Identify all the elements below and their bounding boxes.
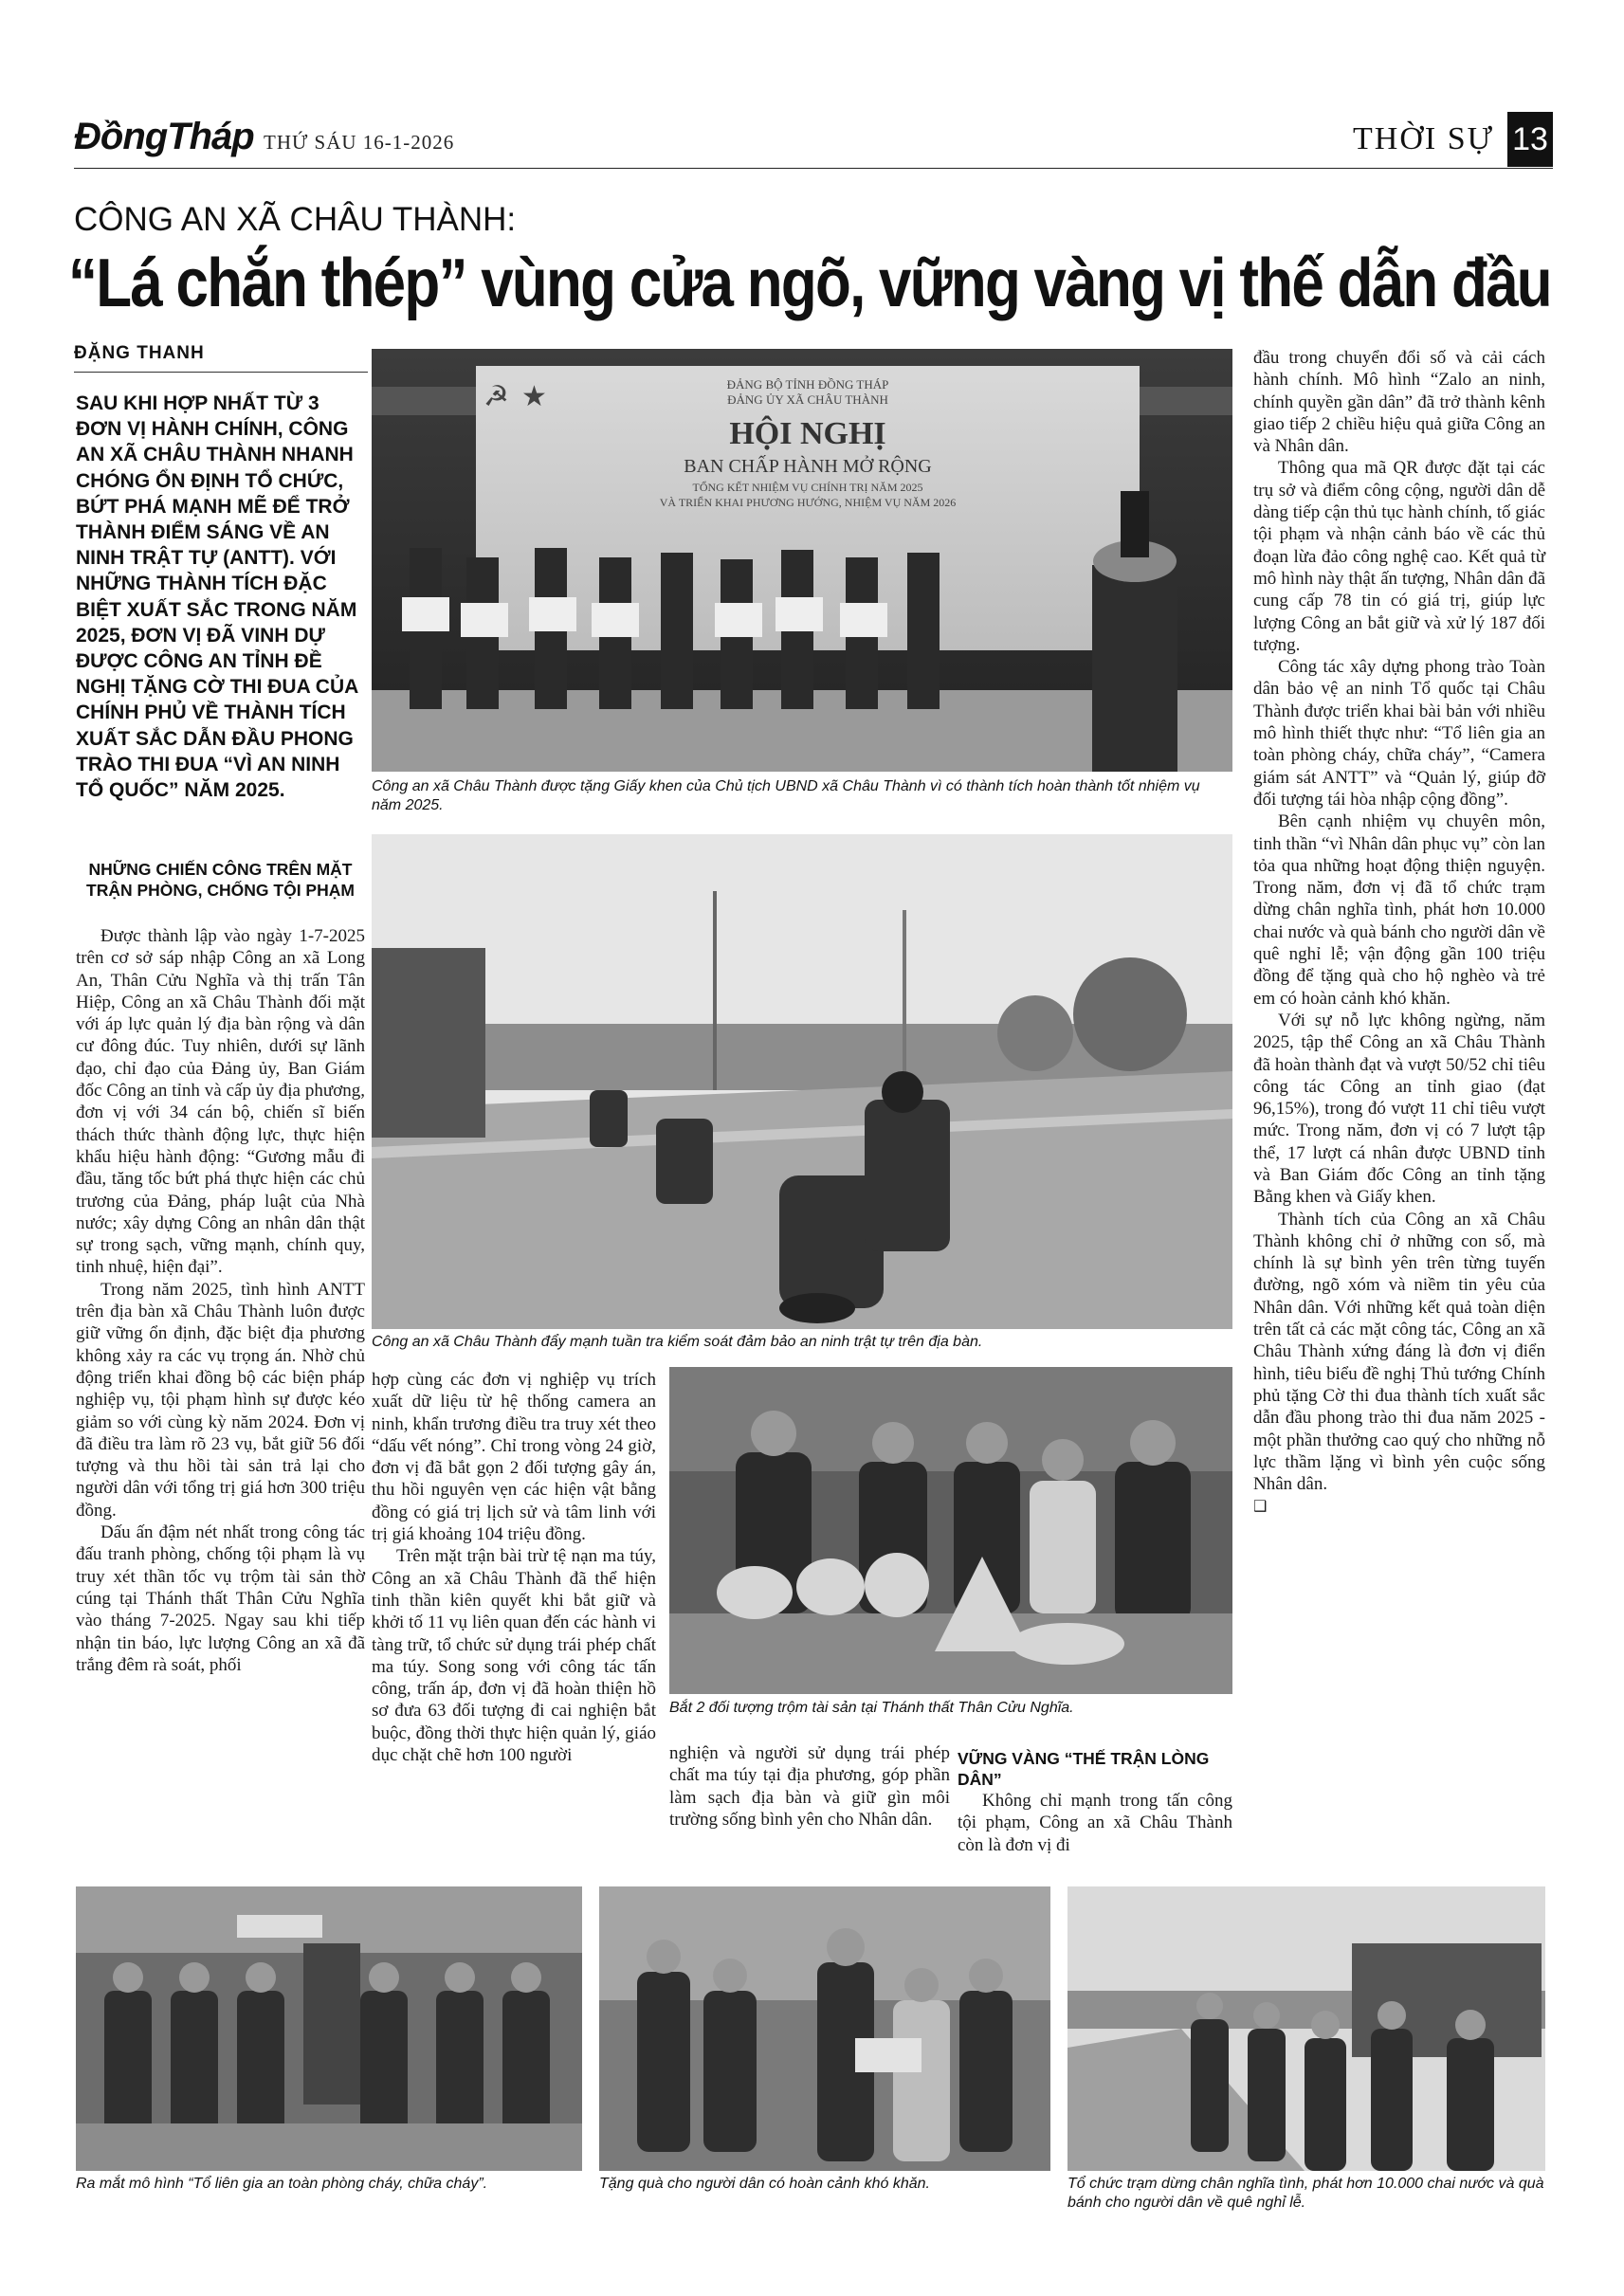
issue-date: THỨ SÁU 16-1-2026	[264, 131, 455, 154]
paragraph: Được thành lập vào ngày 1-7-2025 trên cơ sở sáp nhập Công an xã Long An, Thân Cửu Nghĩa và thị trấn Tân Hiệp, Công an xã Châu Thành đối mặt với áp lực quản lý địa bàn rộng và dân cư đông đúc. Tuy nhiên, dưới sự lãnh đạo, chỉ đạo của Đảng ủy, Ban Giám đốc Công an tỉnh và cấp ủy địa phương, đơn vị với 34 cán bộ, chiến sĩ biến thách thức thành động lực, thực hiện khẩu hiệu hành động: “Gương mẫu đi đầu, tăng tốc bứt phá thực hiện các chủ trương của Đảng, pháp luật của Nhà nước; xây dựng Công an nhân dân thật sự trong sạch, vững mạnh, chính quy, tinh nhuệ, hiện đại”.	[76, 926, 365, 1278]
section-name: THỜI SỰ	[1353, 121, 1494, 156]
caption-gift-giving: Tặng quà cho người dân có hoàn cảnh khó khăn.	[599, 2176, 930, 2192]
subhead-people-support: VỮNG VÀNG “THẾ TRẬN LÒNG DÂN”	[958, 1749, 1210, 1789]
caption-fire-safety-model: Ra mắt mô hình “Tổ liên gia an toàn phòng cháy, chữa cháy”.	[76, 2176, 488, 2192]
column-2	[372, 1369, 656, 1766]
paragraph: nghiện và người sử dụng trái phép chất ma túy tại địa phương, góp phần làm sạch địa bàn và giữ gìn môi trường sống bình yên cho Nhân dân.	[669, 1743, 950, 1830]
paragraph: Trên mặt trận bài trừ tệ nạn ma túy, Công an xã Châu Thành đã thể hiện tinh thần kiên quyết khi bắt giữ và khởi tố 11 vụ liên quan đến các hành vi tàng trữ, tổ chức sử dụng trái phép chất ma túy. Song song với công tác tấn công, trấn áp, đơn vị đã hoàn thiện hồ sơ đưa 63 đối tượng đi cai nghiện bắt buộc, đồng thời thực hiện quản lý, giáo dục chặt chẽ hơn 100 người	[372, 1546, 656, 1766]
photo-patrol	[372, 834, 1232, 1329]
photo-suspects	[669, 1367, 1232, 1694]
svg-text:ĐẢNG BỘ TỈNH ĐỒNG THÁP: ĐẢNG BỘ TỈNH ĐỒNG THÁP	[726, 377, 889, 392]
end-mark: ❑	[1253, 1497, 1268, 1516]
svg-text:★: ★	[521, 381, 547, 412]
column-5	[1253, 347, 1545, 1518]
paragraph: Trong năm 2025, tình hình ANTT trên địa bàn xã Châu Thành luôn được giữ vững ổn định, đặc biệt địa phương không xảy ra các vụ trọng án. Nhờ chủ động triển khai đồng bộ các biện pháp nghiệp vụ, tội phạm hình sự được kéo giảm so với cùng kỳ năm 2024. Đơn vị đã điều tra làm rõ 23 vụ, bắt giữ 56 đối tượng và thu hồi tài sản trả lại cho người dân với tổng trị giá hơn 300 triệu đồng.	[76, 1279, 365, 1521]
paragraph: đầu trong chuyển đổi số và cải cách hành chính. Mô hình “Zalo an ninh, chính quyền gần dân” đã trở thành kênh giao tiếp 2 chiều hiệu quả giữa Công an và Nhân dân.	[1253, 348, 1545, 457]
caption-award-ceremony: Công an xã Châu Thành được tặng Giấy khen của Chủ tịch UBND xã Châu Thành vì có thành tích hoàn thành tốt nhiệm vụ năm 2025.	[372, 778, 1200, 813]
photo-rest-stop	[1067, 1886, 1545, 2171]
subhead-crime-fighting: NHỮNG CHIẾN CÔNG TRÊN MẶT TRẬN PHÒNG, CHỐNG TỘI PHẠM	[86, 860, 355, 900]
paragraph: hợp cùng các đơn vị nghiệp vụ trích xuất dữ liệu từ hệ thống camera an ninh, khẩn trương điều tra truy xét theo “dấu vết nóng”. Chỉ trong vòng 24 giờ, đơn vị đã bắt gọn 2 đối tượng gây án, thu hồi nguyên vẹn các hiện vật bằng đồng có giá trị lịch sử và tâm linh với trị giá khoảng 104 triệu đồng.	[372, 1370, 656, 1545]
column-4-bottom	[958, 1790, 1232, 1856]
byline-divider	[74, 372, 368, 373]
column-3-bottom	[669, 1742, 950, 1831]
paragraph: Dấu ấn đậm nét nhất trong công tác đấu tranh phòng, chống tội phạm là vụ truy xét thần tốc vụ trộm tài sản thờ cúng tại Thánh thất Thân Cửu Nghĩa vào tháng 7-2025. Ngay sau khi tiếp nhận tin báo, lực lượng Công an xã đã trắng đêm rà soát, phối	[76, 1522, 365, 1675]
photo-award-ceremony	[372, 349, 1232, 772]
byline: ĐẶNG THANH	[74, 343, 205, 363]
paragraph: Bên cạnh nhiệm vụ chuyên môn, tinh thần “vì Nhân dân phục vụ” còn lan tỏa qua những hoạt động thiện nguyện. Trong năm, đơn vị đã tổ chức trạm dừng chân nghĩa tình, phát hơn 10.000 chai nước và quà bánh cho người dân về quê nghỉ lễ; vận động gần 100 triệu đồng để tặng quà cho hộ nghèo và trẻ em có hoàn cảnh khó khăn.	[1253, 811, 1545, 1009]
svg-text:TỔNG KẾT NHIỆM VỤ CHÍNH TRỊ NĂ: TỔNG KẾT NHIỆM VỤ CHÍNH TRỊ NĂM 2025	[692, 481, 923, 494]
column-1	[76, 925, 365, 1676]
article-lead: SAU KHI HỢP NHẤT TỪ 3 ĐƠN VỊ HÀNH CHÍNH, CÔNG AN XÃ CHÂU THÀNH NHANH CHÓNG ỔN ĐỊNH TỔ CHỨC, BỨT PHÁ MẠNH MẼ ĐỂ TRỞ THÀNH ĐIỂM SÁNG VỀ AN NINH TRẬT TỰ (ANTT). VỚI NHỮNG THÀNH TÍCH ĐẶC BIỆT XUẤT SẮC TRONG NĂM 2025, ĐƠN VỊ ĐÃ VINH DỰ ĐƯỢC CÔNG AN TỈNH ĐỀ NGHỊ TẶNG CỜ THI ĐUA CỦA CHÍNH PHỦ VỀ THÀNH TÍCH XUẤT SẮC DẪN ĐẦU PHONG TRÀO THI ĐUA “VÌ AN NINH TỔ QUỐC” NĂM 2025.	[76, 392, 358, 802]
caption-suspects: Bắt 2 đối tượng trộm tài sản tại Thánh thất Thân Cửu Nghĩa.	[669, 1700, 1074, 1716]
photo-gift-giving	[599, 1886, 1050, 2171]
photo-fire-safety-model	[76, 1886, 582, 2171]
paragraph: Thành tích của Công an xã Châu Thành không chỉ ở những con số, mà chính là sự bình yên trên từng tuyến đường, ngõ xóm và niềm tin yêu của Nhân dân. Với những kết quả toàn diện trên tất cả các mặt công tác, Công an xã Châu Thành xứng đáng là đơn vị điển hình, tiêu biểu đề nghị Thủ tướng Chính phủ tặng Cờ thi đua thành tích xuất sắc dẫn đầu phong trào thi đua năm 2025 - một phần thưởng cao quý cho những nỗ lực thầm lặng vì bình yên cuộc sống Nhân dân.	[1253, 1209, 1545, 1495]
article-kicker: CÔNG AN XÃ CHÂU THÀNH:	[74, 201, 517, 238]
paragraph: Thông qua mã QR được đặt tại các trụ sở và điểm công cộng, người dân dễ dàng tiếp cận thủ tục hành chính, tố giác tội phạm và nhận cảnh báo về các thủ đoạn lừa đảo công nghệ cao. Kết quả từ mô hình này thật ấn tượng, Nhân dân đã cung cấp 78 tin có giá trị, giúp lực lượng Công an bắt giữ và xử lý 187 đối tượng.	[1253, 458, 1545, 655]
article-headline: “Lá chắn thép” vùng cửa ngõ, vững vàng vị thế dẫn đầu	[68, 246, 1551, 321]
paragraph: Công tác xây dựng phong trào Toàn dân bảo vệ an ninh Tổ quốc tại Châu Thành được triển khai bài bản với nhiều mô hình thiết thực như: “Tổ liên gia an toàn phòng cháy, chữa cháy”, “Camera giám sát ANTT” và “Quản lý, giúp đỡ đối tượng tái hòa nhập cộng đồng”.	[1253, 657, 1545, 810]
caption-rest-stop: Tổ chức trạm dừng chân nghĩa tình, phát hơn 10.000 chai nước và quà bánh cho người dân về quê nghỉ lễ.	[1067, 2176, 1544, 2211]
svg-text:BAN CHẤP HÀNH MỞ RỘNG: BAN CHẤP HÀNH MỞ RỘNG	[684, 456, 932, 477]
caption-patrol: Công an xã Châu Thành đẩy mạnh tuần tra kiểm soát đảm bảo an ninh trật tự trên địa bàn.	[372, 1334, 983, 1350]
svg-text:HỘI NGHỊ: HỘI NGHỊ	[729, 416, 886, 451]
paragraph: Với sự nỗ lực không ngừng, năm 2025, tập thể Công an xã Châu Thành đã hoàn thành đạt và vượt 50/52 chỉ tiêu công tác Công an tỉnh giao (đạt 96,15%), trong đó vượt 11 chỉ tiêu vượt mức. Trong năm, đơn vị có 7 lượt tập thể, 17 lượt cá nhân được UBND tỉnh và Ban Giám đốc Công an tỉnh tặng Bằng khen và Giấy khen.	[1253, 1010, 1545, 1208]
svg-text:ĐẢNG ỦY XÃ CHÂU THÀNH: ĐẢNG ỦY XÃ CHÂU THÀNH	[727, 392, 888, 407]
newspaper-logo[interactable]: ĐồngTháp	[74, 116, 254, 157]
svg-text:VÀ TRIỂN KHAI PHƯƠNG HƯỚNG, NH: VÀ TRIỂN KHAI PHƯƠNG HƯỚNG, NHIỆM VỤ NĂM 2026	[659, 496, 957, 509]
svg-text:☭: ☭	[484, 381, 509, 412]
masthead	[74, 112, 1553, 169]
paragraph: Không chỉ mạnh trong tấn công tội phạm, Công an xã Châu Thành còn là đơn vị đi	[958, 1791, 1232, 1855]
page-number: 13	[1507, 112, 1553, 167]
